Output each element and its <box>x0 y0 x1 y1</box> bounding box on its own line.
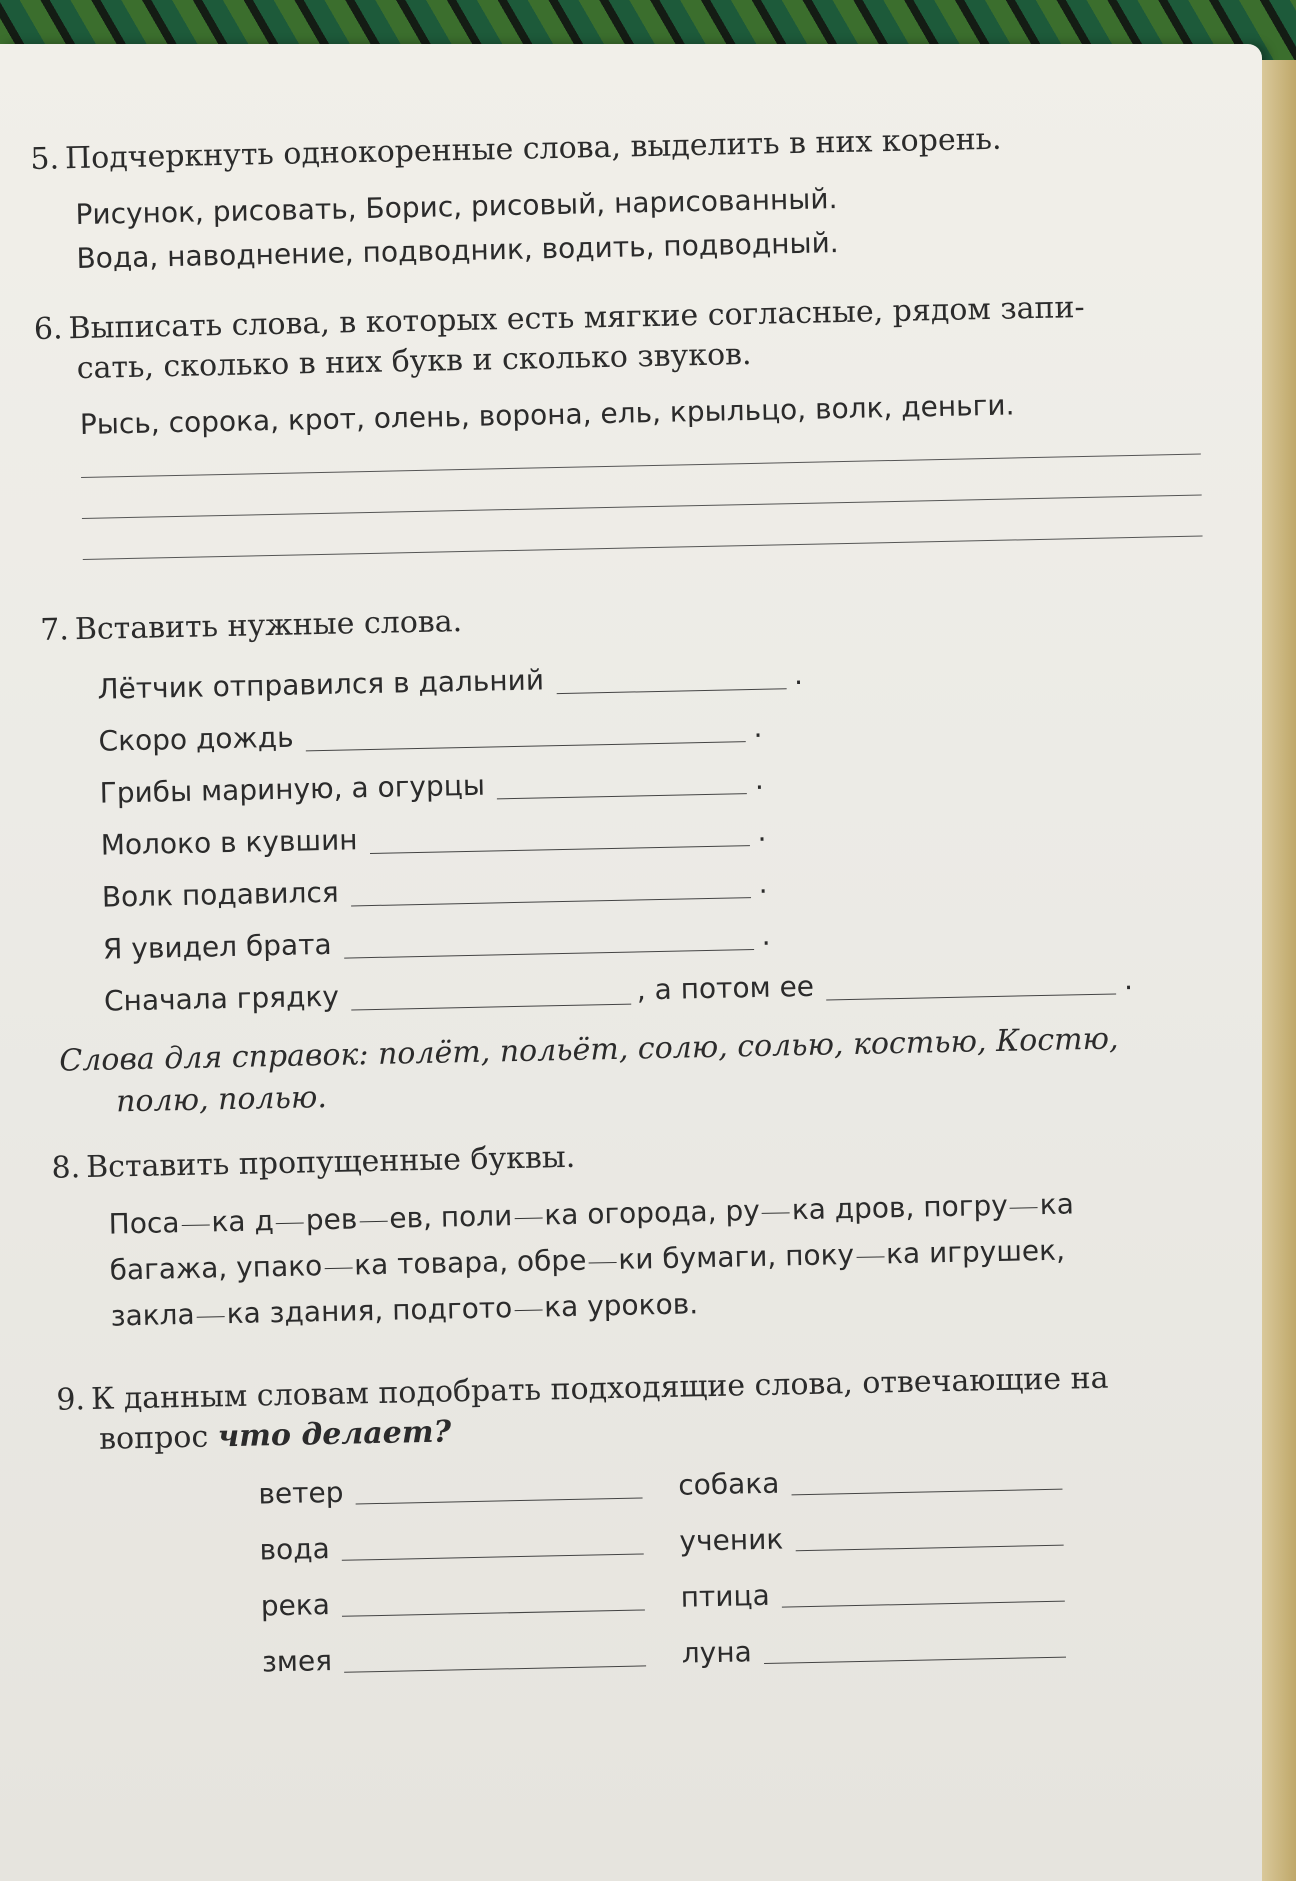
word-row <box>260 1574 651 1630</box>
word-row <box>258 1462 649 1518</box>
word-row <box>681 1622 1072 1678</box>
sentence-end: . <box>1123 963 1134 997</box>
answer-blank[interactable] <box>556 688 786 694</box>
task-title-line-1: К данным словам подобрать подходящие слова, отвечающие на <box>90 1360 1109 1417</box>
task-9 <box>56 1355 1282 1690</box>
answer-blank[interactable] <box>356 1497 643 1504</box>
reference-line-2: полю, полью. <box>115 1079 328 1120</box>
letter-gap[interactable] <box>276 1223 304 1225</box>
answer-blank[interactable] <box>342 1553 644 1560</box>
answer-blank-1[interactable] <box>351 1004 631 1011</box>
answer-blank[interactable] <box>342 1609 645 1616</box>
answer-blank[interactable] <box>351 897 751 906</box>
letter-gap[interactable] <box>359 1221 387 1223</box>
letter-gap[interactable] <box>856 1256 884 1258</box>
answer-blank[interactable] <box>344 949 754 959</box>
word-grid <box>258 1449 1282 1686</box>
sentence-end: . <box>793 657 804 692</box>
answer-blank[interactable] <box>344 1665 646 1672</box>
word-part: багажа, упако <box>109 1249 323 1287</box>
word-part: ки бумаги, поку <box>617 1237 855 1276</box>
task-6 <box>34 284 1259 560</box>
letter-gap[interactable] <box>182 1224 210 1226</box>
task-title: Вставить нужные слова. <box>74 604 463 648</box>
task-title: Вставить пропущенные буквы. <box>85 1139 576 1186</box>
word-part: ка огорода, ру <box>543 1193 761 1232</box>
task-number: 7. <box>39 612 70 648</box>
sentence-end: . <box>761 918 771 952</box>
answer-blank[interactable] <box>782 1601 1065 1608</box>
word-part: Поса <box>108 1206 180 1241</box>
word-part: ев, поли <box>388 1199 513 1235</box>
word-row <box>259 1518 650 1574</box>
sentence-start: Я увидел брата <box>102 927 332 966</box>
word: змея <box>261 1644 333 1679</box>
letter-gap[interactable] <box>588 1262 616 1264</box>
word-part: ка товара, обре <box>353 1243 587 1282</box>
word-part: ка игрушек, <box>885 1233 1066 1271</box>
letter-gap[interactable] <box>324 1267 352 1269</box>
task-title-line-1: Выписать слова, в которых есть мягкие согласные, рядом запи- <box>68 289 1085 347</box>
task-8 <box>51 1123 1275 1341</box>
answer-blank[interactable] <box>764 1657 1066 1664</box>
sentence-start: Грибы мариную, а огурцы <box>99 768 486 810</box>
word-part: рев <box>305 1202 358 1237</box>
answer-blank[interactable] <box>792 1489 1063 1496</box>
answer-blank[interactable] <box>306 741 746 751</box>
task-5-line-2: Вода, наводнение, подводник, водить, подводный. <box>76 226 839 276</box>
letter-gap[interactable] <box>514 1310 542 1312</box>
word-part: ка дров, погру <box>791 1188 1009 1227</box>
task-number: 6. <box>33 311 63 347</box>
task-5 <box>30 114 1253 282</box>
word-row <box>678 1454 1069 1510</box>
sentence-end: . <box>758 866 768 900</box>
answer-blank[interactable] <box>497 793 747 799</box>
task-6-heading-cont: сать, сколько в них букв и сколько звуков. <box>76 336 752 387</box>
answer-line-1[interactable] <box>81 454 1201 478</box>
word-part: ка д <box>211 1204 275 1239</box>
word: птица <box>680 1578 771 1614</box>
word: ветер <box>258 1475 344 1511</box>
question-phrase: что делает? <box>217 1414 452 1455</box>
word: вода <box>259 1532 331 1567</box>
word-part: ка здания, подгото <box>226 1291 513 1331</box>
reference-line-1: Слова для справок: полёт, польёт, солю, солью, костью, Костю, <box>58 1021 1119 1079</box>
answer-line-3[interactable] <box>83 536 1203 560</box>
word-part: ка <box>1039 1187 1075 1222</box>
answer-blank[interactable] <box>795 1545 1063 1552</box>
word-row <box>679 1510 1070 1566</box>
sentence-end: . <box>757 814 767 848</box>
sentence-start: Молоко в кувшин <box>100 823 358 862</box>
word-row <box>680 1566 1071 1622</box>
reference-words <box>59 1015 1270 1124</box>
task-title: Подчеркнуть однокоренные слова, выделить в них корень. <box>64 121 1002 177</box>
question-prefix: вопрос <box>98 1419 209 1457</box>
task-number: 9. <box>56 1382 86 1418</box>
task-6-words: Рысь, сорока, крот, олень, ворона, ель, крыльцо, волк, деньги. <box>79 388 1015 442</box>
word: ученик <box>679 1522 784 1558</box>
sentence-end: . <box>753 710 763 744</box>
task-5-line-1: Рисунок, рисовать, Борис, рисовый, нарисованный. <box>75 182 838 232</box>
answer-blank-2[interactable] <box>826 993 1116 1000</box>
task-number: 8. <box>51 1150 81 1186</box>
task-7 <box>40 585 1270 1124</box>
word-part: ка уроков. <box>543 1287 699 1324</box>
letter-gap[interactable] <box>197 1316 225 1318</box>
sentence-middle: , а потом ее <box>636 969 815 1007</box>
letter-gap[interactable] <box>1010 1207 1038 1209</box>
answer-line-2[interactable] <box>82 495 1202 519</box>
sentence-start: Лётчик отправился в дальний <box>97 663 545 706</box>
word: река <box>260 1588 331 1623</box>
worksheet-content <box>30 114 1283 1714</box>
task-8-heading <box>51 1123 1272 1189</box>
task-number: 5. <box>30 141 60 177</box>
word-part: закла <box>110 1297 195 1333</box>
letter-gap[interactable] <box>762 1212 790 1214</box>
letter-gap[interactable] <box>514 1218 542 1220</box>
task-7-heading <box>40 585 1261 651</box>
sentence-start: Скоро дождь <box>98 720 294 758</box>
word: луна <box>681 1635 753 1670</box>
word: собака <box>677 1466 780 1502</box>
sentence-end: . <box>754 762 765 796</box>
sentence-start: Волк подавился <box>101 875 340 914</box>
word-row <box>261 1630 652 1686</box>
sentence-start: Сначала грядку <box>103 979 340 1018</box>
answer-blank[interactable] <box>370 845 750 854</box>
